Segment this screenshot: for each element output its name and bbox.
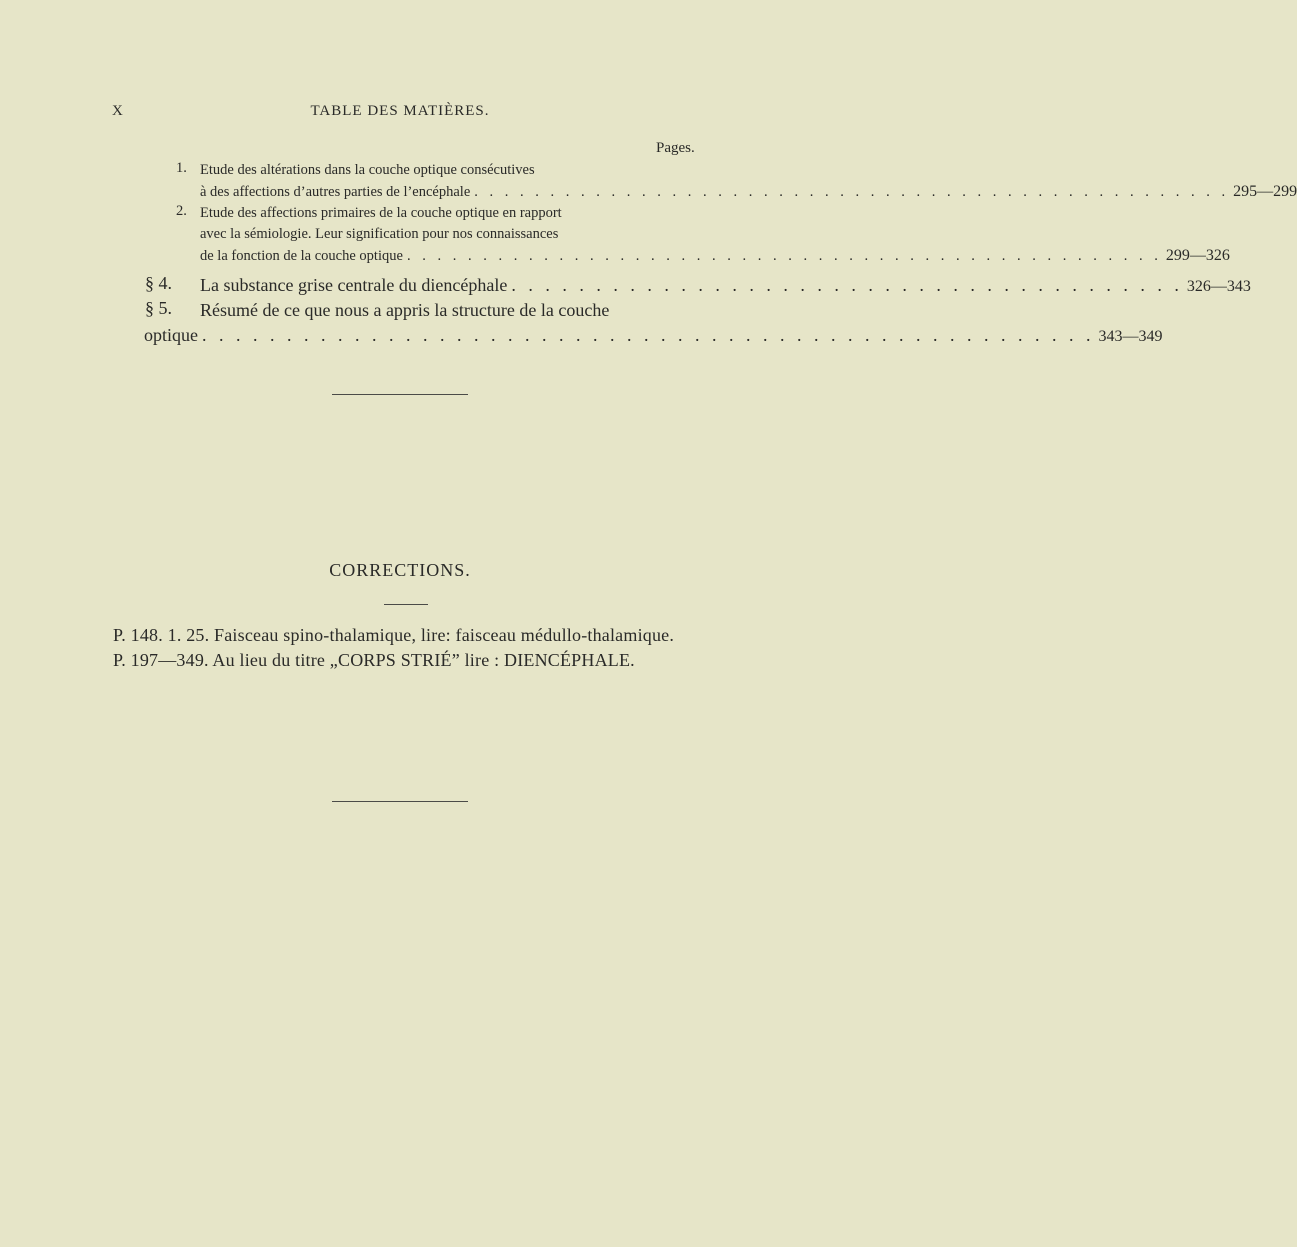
dot-leader: . . . . . . . . . . . . . . . . . . . . . . . . . . . . . . . . . . . . . . . . . . . . . . . . . . . . .: [202, 325, 1095, 345]
toc-section-line: optique: [144, 325, 198, 345]
dot-leader: . . . . . . . . . . . . . . . . . . . . . . . . . . . . . . . . . . . . . . . .: [511, 275, 1183, 295]
page-number: X: [112, 103, 123, 119]
toc-section-pages: 326—343: [1186, 278, 1251, 295]
toc-section-line: La substance grise centrale du diencéphale: [200, 275, 508, 295]
separator-rule-short: [384, 604, 428, 605]
toc-section-number: § 4.: [145, 273, 172, 293]
toc-item-line: Etude des altérations dans la couche optique consécutives: [200, 162, 535, 178]
separator-rule: [332, 801, 468, 802]
toc-item-line: Etude des affections primaires de la couche optique en rapport: [200, 205, 562, 221]
page-header-title: TABLE DES MATIÈRES.: [310, 103, 490, 119]
toc-item-2: [200, 203, 1230, 267]
dot-leader: . . . . . . . . . . . . . . . . . . . . . . . . . . . . . . . . . . . . . . . . . . . . . . . . . .: [406, 248, 1162, 264]
toc-section-number: § 5.: [145, 298, 172, 318]
toc-item-line: de la fonction de la couche optique: [200, 248, 403, 264]
separator-rule: [332, 394, 468, 395]
toc-item-number: 1.: [176, 160, 187, 176]
toc-section-4: [200, 273, 1251, 299]
toc-item-pages: 299—326: [1165, 247, 1230, 264]
correction-line: P. 197—349. Au lieu du titre „CORPS STRIÉ” lire : DIENCÉPHALE.: [113, 650, 635, 670]
dot-leader: . . . . . . . . . . . . . . . . . . . . . . . . . . . . . . . . . . . . . . . . . . . . . . . . . .: [474, 184, 1230, 200]
toc-item-line: à des affections d’autres parties de l’encéphale: [200, 184, 471, 200]
pages-column-label: Pages.: [656, 140, 695, 156]
toc-item-line: avec la sémiologie. Leur signification pour nos connaissances: [200, 226, 559, 242]
toc-section-line: Résumé de ce que nous a appris la structure de la couche: [200, 300, 610, 320]
toc-section-5: [144, 298, 1163, 349]
toc-section-pages: 343—349: [1098, 328, 1163, 345]
toc-item-pages: 295—299: [1233, 183, 1297, 200]
correction-line: P. 148. 1. 25. Faisceau spino-thalamique, lire: faisceau médullo-thalamique.: [113, 625, 675, 645]
toc-item-1: [200, 160, 1297, 203]
toc-item-number: 2.: [176, 203, 187, 219]
corrections-title: CORRECTIONS.: [329, 560, 471, 580]
